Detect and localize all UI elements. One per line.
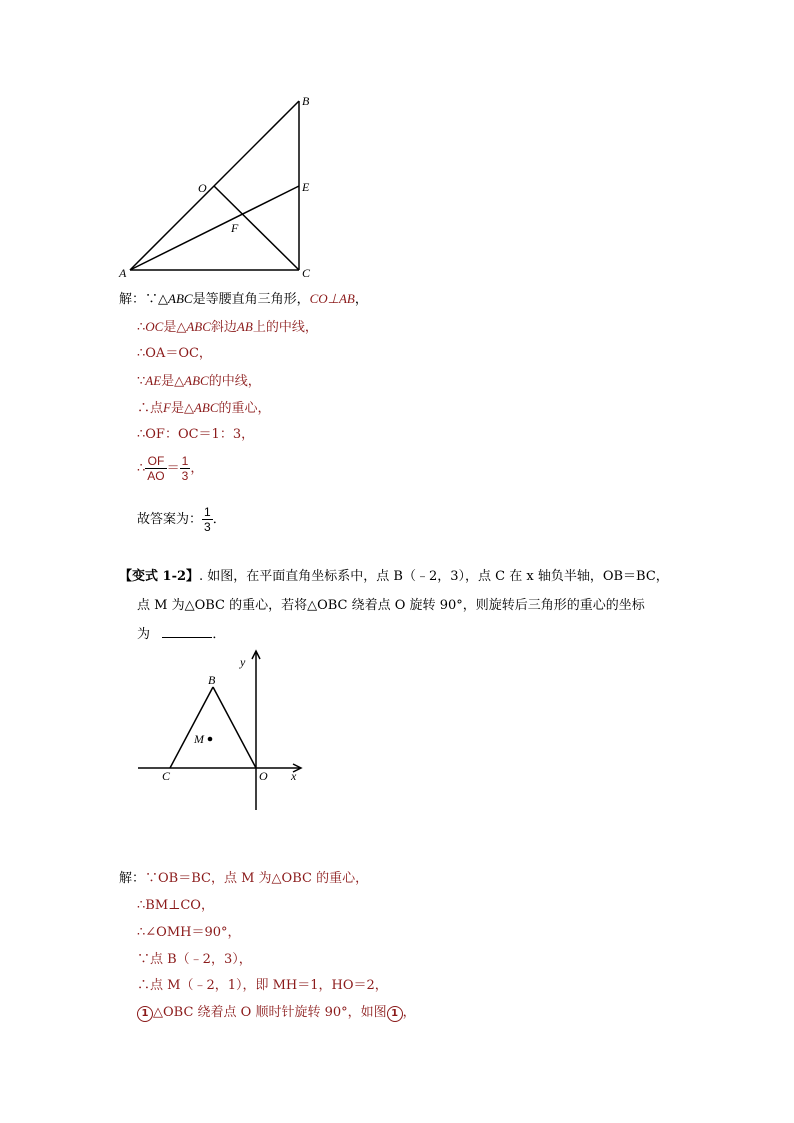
circled-one-icon: 1 [387,1006,403,1022]
x-axis-arrow [293,764,301,772]
fraction-one-third: $\frac{1}{3}$ [181,454,189,483]
problem2-line-1: 【变式 1-2】. 如图，在平面直角坐标系中，点 B（﹣2，3），点 C 在 x 轴负半轴，OB＝BC， [119,569,669,584]
sol2-line-3: ∴∠OMH＝90°， [137,925,241,940]
answer-blank[interactable] [162,625,212,638]
answer-fraction: $\frac{1}{3}$ [204,505,211,534]
sol2-line-2: ∴BM⊥CO， [137,898,214,913]
label-x: x [291,769,297,783]
segment-AB [130,101,299,270]
label-F: F [231,221,239,235]
sol1-line-5: ∴点F是△ABC的重心， [137,400,271,416]
segment-OC [214,186,299,270]
fraction-of-ao: $\frac{OF}{AO}$ [147,454,165,483]
problem2-line-2: 点 M 为△OBC 的重心，若将△OBC 绕着点 O 旋转 90°，则旋转后三角形的重心的坐标 [137,598,645,613]
sol1-line-4: ∵AE是△ABC的中线， [137,373,261,389]
point-M [208,737,213,742]
label-y: y [240,655,246,669]
segment-BO [213,687,256,768]
y-axis-arrow [252,651,260,659]
label-C2: C [162,769,171,783]
sol2-line-1: 解：∵OB＝BC，点 M 为△OBC 的重心， [119,871,369,886]
label-C: C [302,266,311,280]
sol1-line-3: ∴OA＝OC， [137,346,212,361]
label-B: B [302,94,310,108]
label-A: A [119,266,127,280]
problem2-line-3: 为 ． [137,627,226,642]
label-M: M [194,732,204,746]
label-E: E [302,180,310,194]
sol2-line-6: 1 △OBC 绕着点 O 顺时针旋转 90°，如图 1 ， [137,1004,416,1022]
sol1-line-1: 解：∵△ABC是等腰直角三角形，CO⊥AB， [119,291,368,307]
sol1-answer: 故答案为： $\frac{1}{3}$ ． [137,505,226,534]
label-B2: B [208,673,216,687]
label-O2: O [259,769,268,783]
sol1-line-6: ∴OF：OC＝1：3， [137,427,255,442]
sol2-line-4: ∵点 B（﹣2，3）， [137,952,252,967]
segment-CB [170,687,213,768]
sol1-line-7: ∴ $\frac{OF}{AO}$ ＝ $\frac{1}{3}$ ， [137,454,204,483]
sol1-line-2: ∴OC是△ABC斜边AB上的中线， [137,319,318,335]
sol2-line-5: ∴点 M（﹣2，1），即 MH＝1，HO＝2， [137,978,388,993]
circled-one-icon: 1 [137,1006,153,1022]
segment-AE [130,186,299,270]
problem2-tag: 【变式 1-2】 [119,569,200,584]
label-O: O [198,181,207,195]
